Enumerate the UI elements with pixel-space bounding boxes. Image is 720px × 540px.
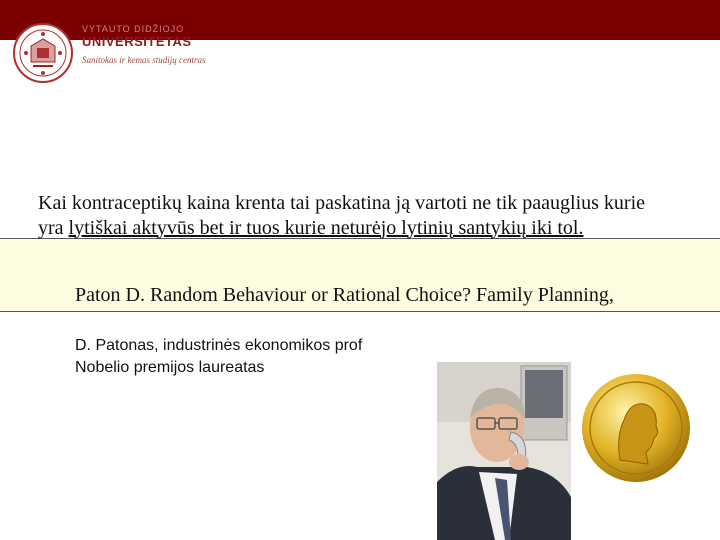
author-photo: [437, 362, 571, 540]
nobel-medal-icon: [580, 372, 692, 484]
logo-university-name: UNIVERSITETAS: [82, 34, 192, 49]
logo-tagline: Sanitokas ir kemas studijų centras: [82, 55, 206, 65]
citation: Paton D. Random Behaviour or Rational Choice? Family Planning,: [75, 284, 614, 306]
author-award: Nobelio premijos laureatas: [75, 359, 265, 376]
statement-underlined: lytiškai aktyvūs bet ir tuos kurie neturėjo lytinių santykių iki tol.: [68, 216, 584, 239]
logo-small-text: VYTAUTO DIDŽIOJO: [82, 24, 185, 34]
university-seal-icon: [12, 22, 74, 84]
main-statement: [38, 191, 648, 240]
author-title: D. Patonas, industrinės ekonomikos prof: [75, 337, 363, 354]
author-caption: [75, 335, 362, 379]
university-logo: [82, 24, 206, 65]
statement-plain: Kai kontraceptikų kaina krenta tai paskatina ją vartoti ne tik paauglius kurie yra: [38, 192, 646, 239]
